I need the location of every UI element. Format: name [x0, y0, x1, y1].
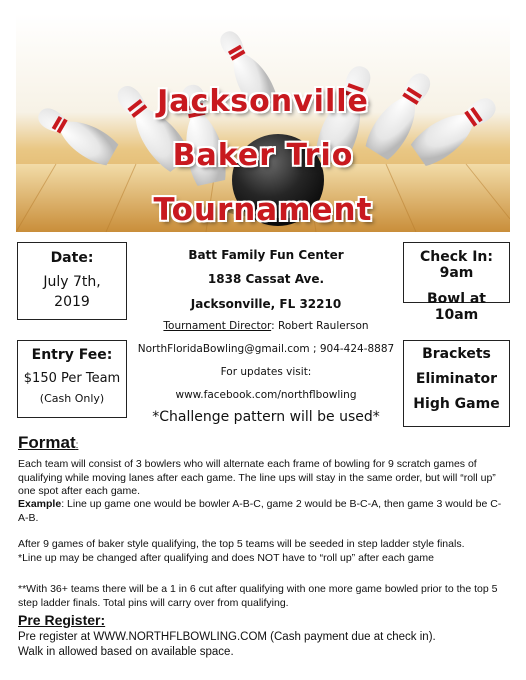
- format-paragraph-3-line-2: *Line up may be changed after qualifying and does NOT have to “roll up” after each game: [18, 551, 434, 564]
- preregister-text: [18, 630, 508, 660]
- example-text: : Line up game one would be bowler A-B-C, game 2 would be B-C-A, then game 3 would be C-A-B.: [18, 498, 502, 524]
- preregister-line-2: Walk in allowed based on available space.: [18, 646, 234, 658]
- date-line-1: July 7th,: [43, 274, 101, 290]
- preregister-heading: Pre Register:: [18, 612, 106, 628]
- director-name: : Robert Raulerson: [271, 320, 369, 332]
- updates-label: For updates visit:: [220, 366, 312, 378]
- checkin-box: [403, 242, 510, 323]
- venue-city: Jacksonville, FL 32210: [190, 297, 342, 311]
- title-line-3: Tournament: [153, 192, 373, 228]
- date-line-2: 2019: [54, 294, 90, 310]
- format-heading-text: Format: [18, 433, 76, 452]
- date-heading: Date:: [50, 250, 94, 266]
- format-example: [18, 498, 508, 525]
- entry-fee-amount: $150 Per Team: [23, 371, 121, 386]
- title-line-1: Jacksonville: [157, 84, 369, 119]
- venue-address: 1838 Cassat Ave.: [207, 272, 325, 286]
- challenge-pattern-note: *Challenge pattern will be used*: [152, 409, 380, 425]
- facebook-link[interactable]: www.facebook.com/northflbowling: [175, 389, 357, 401]
- title-line-2: Baker Trio: [172, 138, 354, 173]
- event-eliminator: Eliminator: [415, 371, 498, 387]
- venue-name: Batt Family Fun Center: [188, 248, 344, 262]
- director-label: Tournament Director: [163, 320, 272, 332]
- entry-fee-heading: Entry Fee:: [31, 347, 113, 363]
- entry-fee-note: (Cash Only): [39, 392, 105, 405]
- tournament-banner: [16, 14, 510, 232]
- event-high-game: High Game: [413, 396, 500, 412]
- format-paragraph-4: **With 36+ teams there will be a 1 in 6 cut after qualifying with one more game bowled prior to the top 5 step ladder finals. Total pins will carry over from qualifying.: [18, 583, 498, 609]
- format-heading: [18, 433, 78, 453]
- format-paragraph-3-line-1: After 9 games of baker style qualifying, the top 5 teams will be seeded in step ladder style finals.: [18, 538, 465, 550]
- example-label: Example: [18, 498, 62, 510]
- checkin-time: Check In: 9am: [420, 249, 493, 281]
- format-heading-colon: :: [75, 440, 79, 451]
- format-paragraph-3: [18, 538, 508, 565]
- bowl-time: Bowl at 10am: [426, 291, 487, 323]
- date-box: [17, 242, 127, 320]
- format-paragraph-1: Each team will consist of 3 bowlers who will alternate each frame of bowling for 9 scratch games of qualifying while moving lanes after each game. The line ups will stay in the same order, but will “roll up” one spot after each game.: [18, 458, 496, 497]
- tournament-director: [136, 320, 396, 332]
- preregister-line-1: Pre register at WWW.NORTHFLBOWLING.COM (Cash payment due at check in).: [18, 631, 436, 643]
- events-box: [403, 340, 510, 427]
- event-brackets: Brackets: [422, 346, 491, 362]
- contact-info: NorthFloridaBowling@gmail.com ; 904-424-8887: [137, 343, 395, 355]
- entry-fee-box: [17, 340, 127, 418]
